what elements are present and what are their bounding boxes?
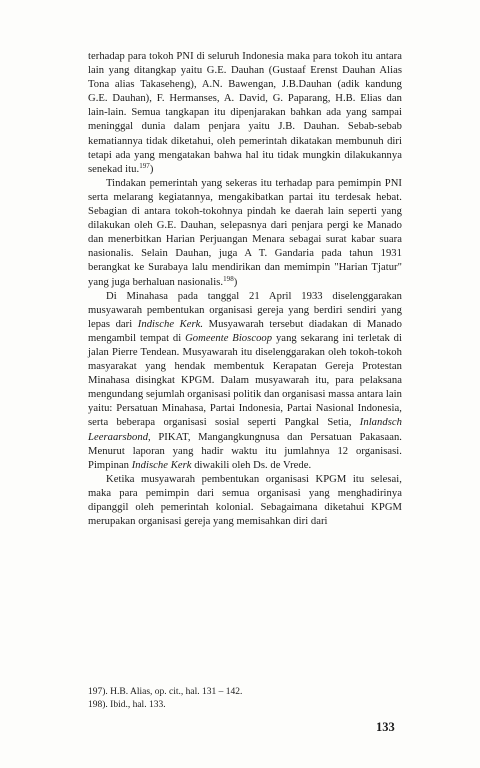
- paragraph-4: [88, 473, 402, 529]
- text-run: PIKAT, Mangangkungnusa dan Persatuan Pakasaan. Menurut laporan yang hadir waktu itu jumlahnya 12 organisasi. Pimpinan: [88, 431, 402, 471]
- footnotes: [88, 686, 402, 712]
- paragraph-3: [88, 290, 402, 473]
- italic-term: Inlandsch Leeraarsbond,: [88, 417, 402, 443]
- paragraph-2: [88, 177, 402, 290]
- text-run: Musyawarah tersebut diadakan di Manado mengambil tempat di: [88, 318, 402, 344]
- footnote-198: 198). Ibid., hal. 133.: [88, 700, 166, 710]
- text-run: Tindakan pemerintah yang sekeras itu terhadap para pemimpin PNI serta melarang kegiatannya, mengakibatkan partai itu terdesak hebat. Sebagian di antara tokoh-tokohnya pindah ke daerah lain seperti yang dilakukan oleh G.E. Dauhan, selepasnya dari penjara pergi ke Manado dan menerbitkan Harian Perjuangan Menara sebagai surat kabar suara nasionalis. Selain Dauhan, juga A T. Gandaria pada tahun 1931 berangkat ke Surabaya lalu mendirikan dan memimpin "Harian Tjatur" yang juga berhaluan nasionalis.: [88, 177, 402, 288]
- text-run: diwakili oleh Ds. de Vrede.: [191, 459, 312, 471]
- text-run: ): [233, 276, 238, 288]
- italic-term: Indische Kerk.: [137, 318, 204, 330]
- footnote-197: 197). H.B. Alias, op. cit., hal. 131 – 142.: [88, 687, 243, 697]
- italic-term: Gomeente Bioscoop: [185, 332, 273, 344]
- body-text: [88, 50, 402, 529]
- italic-term: Indische Kerk: [131, 459, 192, 471]
- text-run: yang sekarang ini terletak di jalan Pierre Tendean. Musyawarah itu diselenggarakan oleh tokoh-tokoh masyarakat yang hendak membentuk Kerapatan Gereja Protestan Minahasa disingkat KPGM. Dalam musyawarah itu, para pelaksana mengundang sejumlah organisasi politik dan organisasi massa antara lain yaitu: Persatuan Minahasa, Partai Indonesia, Partai Nasional Indonesia, serta beberapa organisasi sosial seperti Pangkal Setia,: [88, 332, 402, 429]
- footnote-reference: 198: [223, 274, 234, 283]
- paragraph-1: [88, 50, 402, 177]
- text-run: Di Minahasa pada tanggal 21 April 1933 diselenggarakan musyawarah pembentukan organisasi gereja yang berdiri sendiri yang lepas dari: [88, 290, 402, 330]
- text-run: terhadap para tokoh PNI di seluruh Indonesia maka para tokoh itu antara lain yang ditangkap yaitu G.E. Dauhan (Gustaaf Erenst Dauhan Alias Tona alias Takaseheng), A.N. Bawengan, J.B.Dauhan (adik kandung G.E. Dauhan), F. Hermanses, A. David, G. Paparang, H.B. Elias dan lain-lain. Semua tangkapan itu dipenjarakan bahkan ada yang sampai meninggal dunia dalam penjara yaitu J.B. Dauhan. Sebab-sebab kematiannya tidak diketahui, oleh pemerintah dikatakan membunuh diri tetapi ada yang mengatakan bahwa hal itu tidak mungkin dilakukannya senekad itu.: [88, 51, 402, 175]
- text-run: Ketika musyawarah pembentukan organisasi KPGM itu selesai, maka para pemimpin dari semua organisasi yang menghadirinya dipanggil oleh pemerintah kolonial. Sebagaimana diketahui KPGM merupakan organisasi gereja yang memisahkan diri dari: [88, 473, 402, 528]
- text-run: ): [149, 163, 154, 175]
- footnote-reference: 197: [139, 161, 150, 170]
- page-number: 133: [376, 720, 395, 734]
